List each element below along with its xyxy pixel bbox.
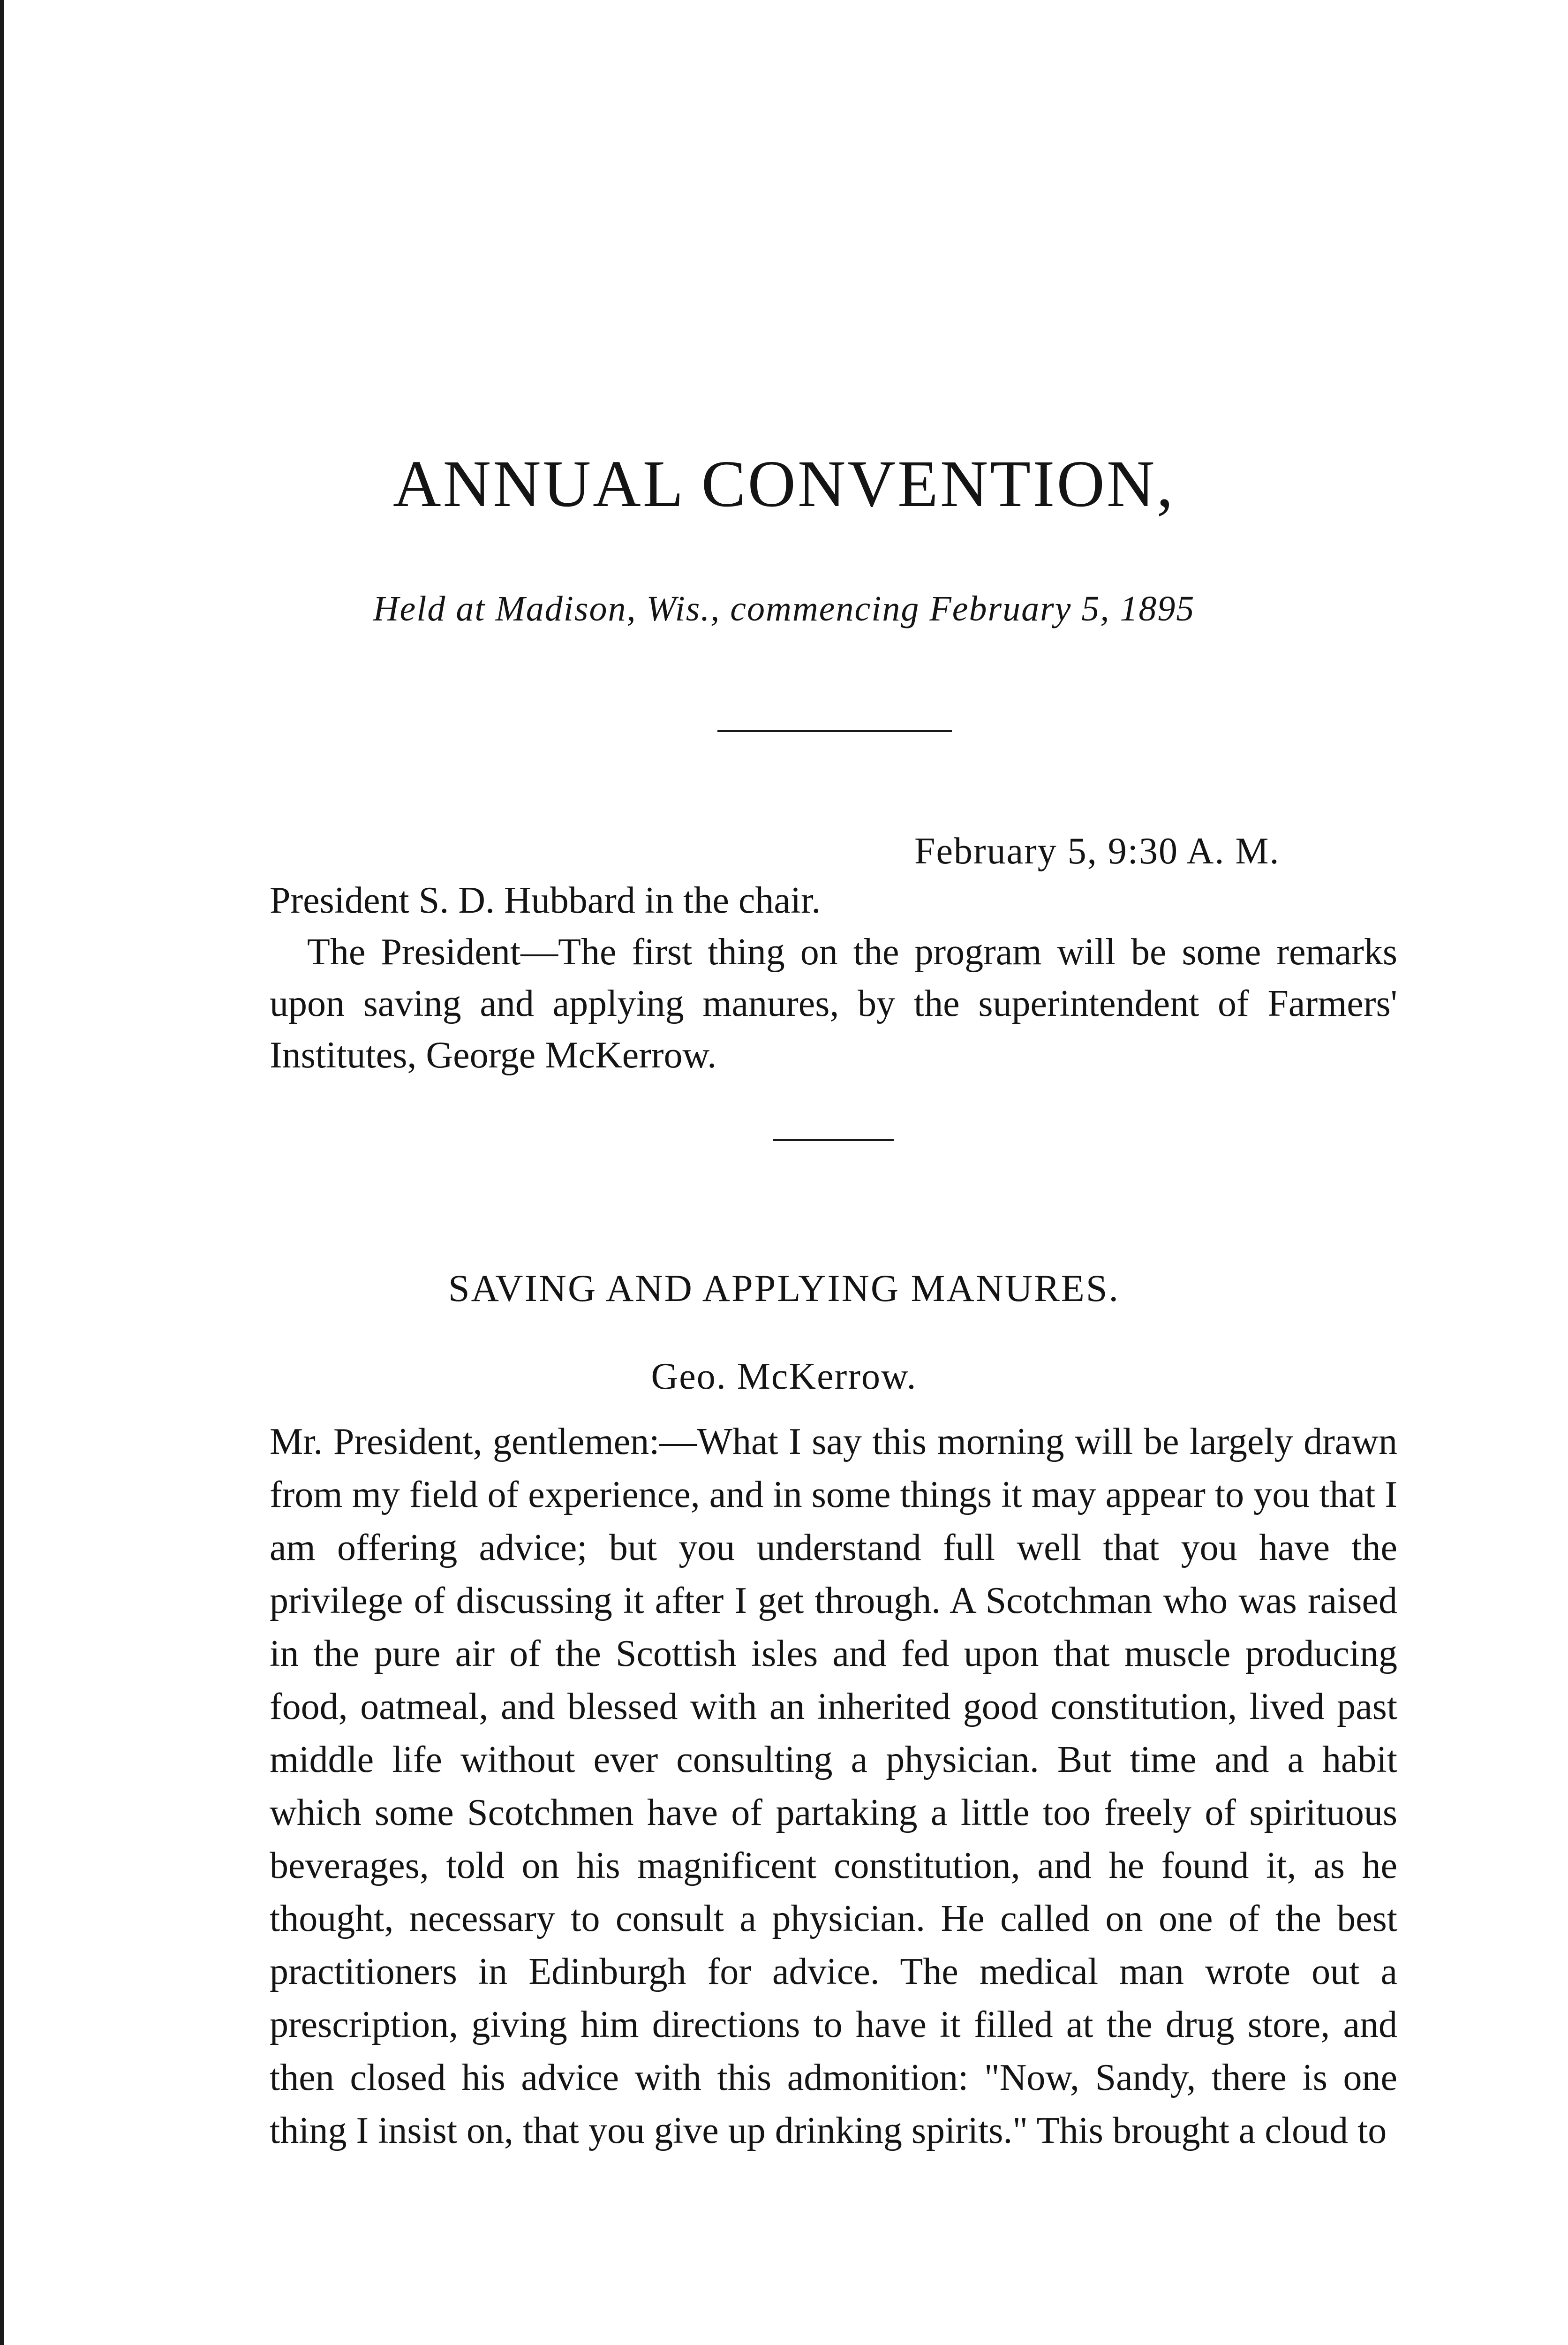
divider-rule (717, 730, 952, 732)
article-title: SAVING AND APPLYING MANURES. (448, 1267, 1120, 1309)
session-dateline: February 5, 9:30 A. M. (914, 831, 1280, 872)
chair-line: President S. D. Hubbard in the chair. (270, 880, 821, 921)
article-body (270, 1415, 1397, 2157)
body-paragraph: Mr. President, gentlemen:—What I say this morning will be largely drawn from my field of experience, and in some things it may appear to you that I am offering advice; but you understand full well that you have the privilege of discussing it after I get through. A Scotchman who was raised in the pure air of the Scottish isles and fed upon that muscle producing food, oatmeal, and blessed with an inherited good constitution, lived past middle life without ever consulting a physician. But time and a habit which some Scotchmen have of partaking a little too freely of spirituous beverages, told on his magnificent constitution, and he found it, as he thought, necessary to consult a physician. He called on one of the best practitioners in Edinburgh for advice. The medical man wrote out a prescription, giving him directions to have it filled at the drug store, and then closed his advice with this admonition: "Now, Sandy, there is one thing I insist on, that you give up drinking spirits." This brought a cloud to (270, 1421, 1397, 2151)
divider-rule-short (773, 1139, 894, 1141)
session-intro (270, 875, 1397, 1081)
page-title: ANNUAL CONVENTION, (393, 446, 1175, 521)
article-byline: Geo. McKerrow. (651, 1356, 917, 1397)
convention-subtitle: Held at Madison, Wis., commencing February 5, 1895 (373, 589, 1195, 628)
intro-paragraph: The President—The first thing on the program will be some remarks upon saving and applying manures, by the superintendent of Farmers' Institutes, George McKerrow. (270, 931, 1397, 1076)
scan-border-left (0, 0, 4, 2345)
